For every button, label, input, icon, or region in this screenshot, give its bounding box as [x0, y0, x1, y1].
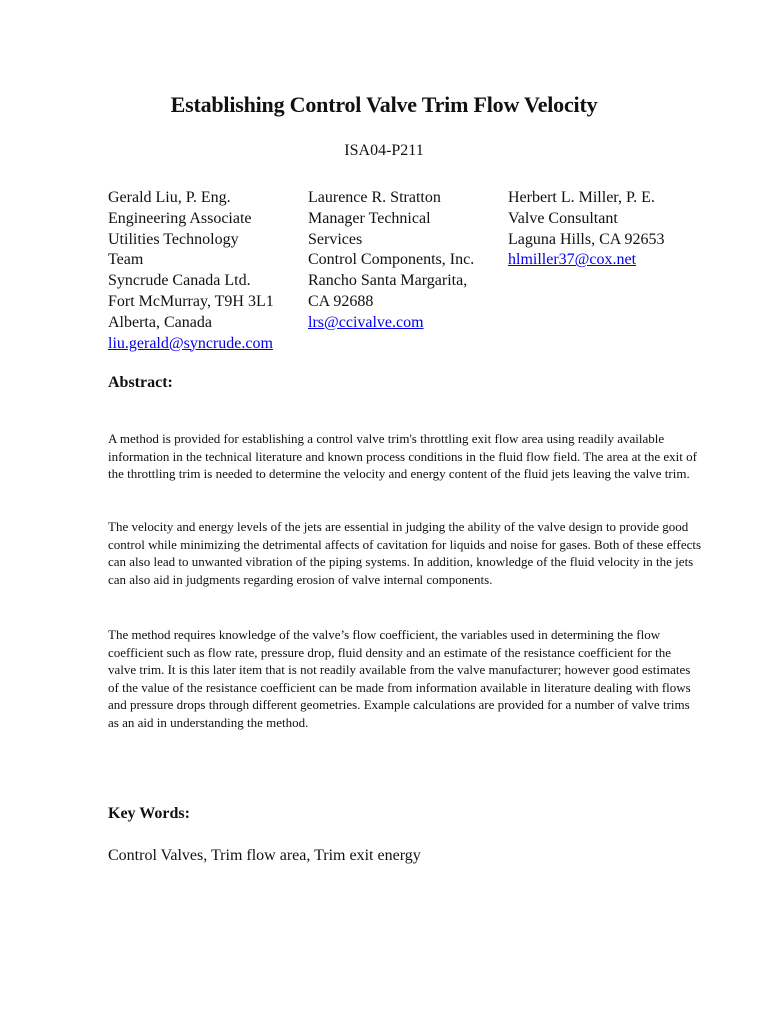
paper-title: Establishing Control Valve Trim Flow Velocity: [170, 92, 598, 117]
author-line: Engineering Associate: [108, 209, 252, 227]
author-email-link[interactable]: lrs@ccivalve.com: [308, 313, 424, 331]
keywords-text: Control Valves, Trim flow area, Trim exit energy: [108, 847, 421, 864]
author-line: Manager Technical: [308, 209, 431, 227]
abstract-paragraph: The velocity and energy levels of the jets are essential in judging the ability of the valve design to provide good control while minimizing the detrimental affects of cavitation for liquids and noise for gases. Both of these effects can also lead to unwanted vibration of the piping systems. In addition, knowledge of the fluid velocity in the jets can also aid in judgments regarding erosion of valve internal components.: [108, 519, 702, 587]
paper-id: ISA04-P211: [344, 142, 424, 159]
author-line: Team: [108, 251, 144, 269]
author-line: CA 92688: [308, 292, 374, 310]
author-line: Laurence R. Stratton: [308, 189, 441, 206]
abstract-heading: Abstract:: [108, 374, 173, 391]
author-line: Gerald Liu, P. Eng.: [108, 189, 231, 206]
author-email-link[interactable]: hlmiller37@cox.net: [508, 251, 637, 269]
author-line: Herbert L. Miller, P. E.: [508, 189, 655, 206]
author-block-stratton: [308, 188, 500, 334]
author-line: Fort McMurray, T9H 3L1: [108, 292, 274, 310]
keywords-heading: Key Words:: [108, 805, 190, 822]
author-line: Syncrude Canada Ltd.: [108, 272, 251, 290]
author-block-liu: [108, 188, 298, 354]
abstract-paragraph: The method requires knowledge of the valve’s flow coefficient, the variables used in determining the flow coefficient such as flow rate, pressure drop, fluid density and an estimate of the resistance coefficient for the valve trim. It is this later item that is not readily available from the valve manufacturer; however good estimates of the value of the resistance coefficient can be made from information available in literature dealing with flows and pressure drops through different geometries. Example calculations are provided for a number of valve trims as an aid in understanding the method.: [108, 627, 691, 730]
author-line: Rancho Santa Margarita,: [308, 272, 468, 290]
author-line: Services: [308, 230, 363, 248]
author-line: Control Components, Inc.: [308, 251, 475, 269]
author-block-miller: [508, 188, 708, 271]
author-line: Alberta, Canada: [108, 313, 212, 331]
author-email-link[interactable]: liu.gerald@syncrude.com: [108, 334, 273, 352]
author-line: Valve Consultant: [508, 209, 618, 227]
author-line: Laguna Hills, CA 92653: [508, 230, 665, 248]
author-line: Utilities Technology: [108, 230, 239, 248]
abstract-paragraph: A method is provided for establishing a control valve trim's throttling exit flow area using readily available information in the technical literature and known process conditions in the fluid flow field. The area at the exit of the throttling trim is needed to determine the velocity and energy content of the fluid jets leaving the valve trim.: [108, 431, 697, 482]
